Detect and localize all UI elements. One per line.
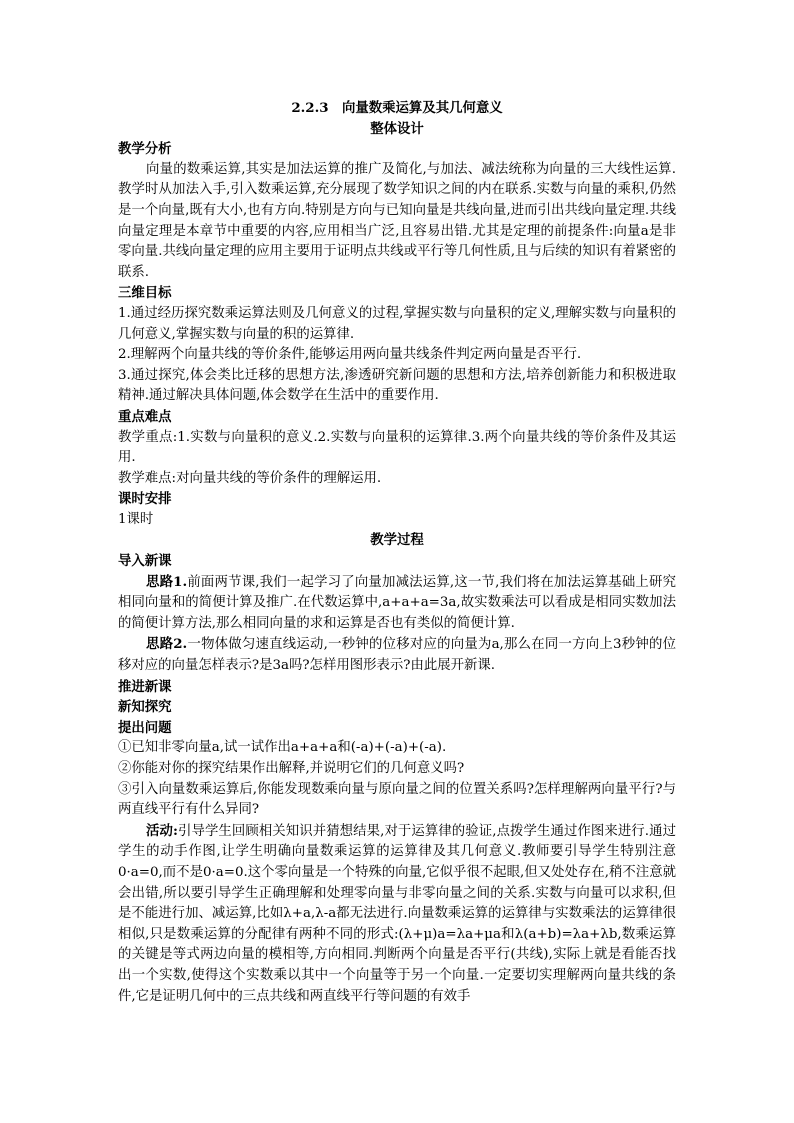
idea1-label: 思路1. (146, 573, 188, 590)
subheading-advance: 推进新课 (118, 678, 172, 695)
page-subtitle: 整体设计 (370, 120, 424, 137)
section-heading-key: 重点难点 (118, 408, 172, 425)
idea2-text: 一物体做匀速直线运动,一秒钟的位移对应的向量为a,那么在同一方向上3秒钟的位移对应的向量怎样表示?是3a吗?怎样用图形表示?由此展开新课. (118, 637, 676, 674)
difficult-point-text: 教学难点:对向量共线的等价条件的理解运用. (118, 470, 382, 486)
goal-item: 1.通过经历探究数乘运算法则及几何意义的过程,掌握实数与向量积的定义,理解实数与向量积的几何意义,掌握实数与向量的积的运算律. (118, 305, 676, 342)
section-heading-analysis: 教学分析 (118, 141, 172, 158)
goal-item: 2.理解两个向量共线的等价条件,能够运用两向量共线条件判定两向量是否平行. (118, 347, 582, 363)
section-heading-process: 教学过程 (370, 532, 424, 549)
activity-label: 活动: (146, 822, 178, 839)
analysis-paragraph: 向量的数乘运算,其实是加法运算的推广及简化,与加法、减法统称为向量的三大线性运算.教学时从加法入手,引入数乘运算,充分展现了数学知识之间的内在联系.实数与向量的乘积,仍然是一个向量,既有大小,也有方向.特别是方向与已知向量是共线向量,进而引出共线向量定理.共线向量定理是本章节中重要的内容,应用相当广泛,且容易出错.尤其是定理的前提条件:向量a是非零向量.共线向量定理的应用主要用于证明点共线或平行等几何性质,且与后续的知识有着紧密的联系. (118, 161, 676, 280)
question-item: ①已知非零向量a,试一试作出a+a+a和(-a)+(-a)+(-a). (118, 740, 447, 756)
subheading-questions: 提出问题 (118, 719, 172, 736)
activity-text: 引导学生回顾相关知识并猜想结果,对于运算律的验证,点拨学生通过作图来进行.通过学生的动手作图,让学生明确向量数乘运算的运算律及其几何意义.教师要引导学生特别注意0·a=0,而不是0·a=0.这个零向量是一个特殊的向量,它似乎很不起眼,但又处处存在,稍不注意就会出错,所以要引导学生正确理解和处理零向量与非零向量之间的关系.实数与向量可以求积,但是不能进行加、减运算,比如λ+a,λ-a都无法进行.向量数乘运算的运算律与实数乘法的运算律很相似,只是数乘运算的分配律有两种不同的形式:(λ+μ)a=λa+μa和λ(a+b)=λa+λb,数乘运算的关键是等式两边向量的模相等,方向相同.判断两个向量是否平行(共线),实际上就是看能否找出一个实数,使得这个实数乘以其中一个向量等于另一个向量.一定要切实理解两向量共线的条件,它是证明几何中的三点共线和两直线平行等问题的有效手 (118, 823, 676, 1004)
subheading-intro: 导入新课 (118, 553, 172, 570)
goal-item: 3.通过探究,体会类比迁移的思想方法,渗透研究新问题的思想和方法,培养创新能力和积极进取精神.通过解决具体问题,体会数学在生活中的重要作用. (118, 367, 676, 404)
idea2-label: 思路2. (146, 636, 188, 653)
page-title: 2.2.3 向量数乘运算及其几何意义 (291, 100, 503, 116)
idea1-text: 前面两节课,我们一起学习了向量加减法运算,这一节,我们将在加法运算基础上研究相同向量和的简便计算及推广.在代数运算中,a+a+a=3a,故实数乘法可以看成是相同实数加法的简便计算方法,那么相同向量的求和运算是否也有类似的简便计算. (118, 574, 676, 631)
idea2-paragraph (118, 634, 676, 676)
idea1-paragraph (118, 572, 676, 635)
schedule-text: 1课时 (118, 511, 154, 527)
section-heading-goals: 三维目标 (118, 285, 172, 302)
activity-paragraph (118, 821, 676, 1007)
document-page (118, 98, 676, 1007)
key-point-text: 教学重点:1.实数与向量积的意义.2.实数与向量积的运算律.3.两个向量共线的等价条件及其运用. (118, 429, 676, 466)
section-heading-schedule: 课时安排 (118, 491, 172, 508)
subheading-explore: 新知探究 (118, 699, 172, 716)
question-item: ②你能对你的探究结果作出解释,并说明它们的几何意义吗? (118, 761, 465, 776)
question-item: ③引入向量数乘运算后,你能发现数乘向量与原向量之间的位置关系吗?怎样理解两向量平行?与两直线平行有什么异同? (118, 781, 676, 818)
